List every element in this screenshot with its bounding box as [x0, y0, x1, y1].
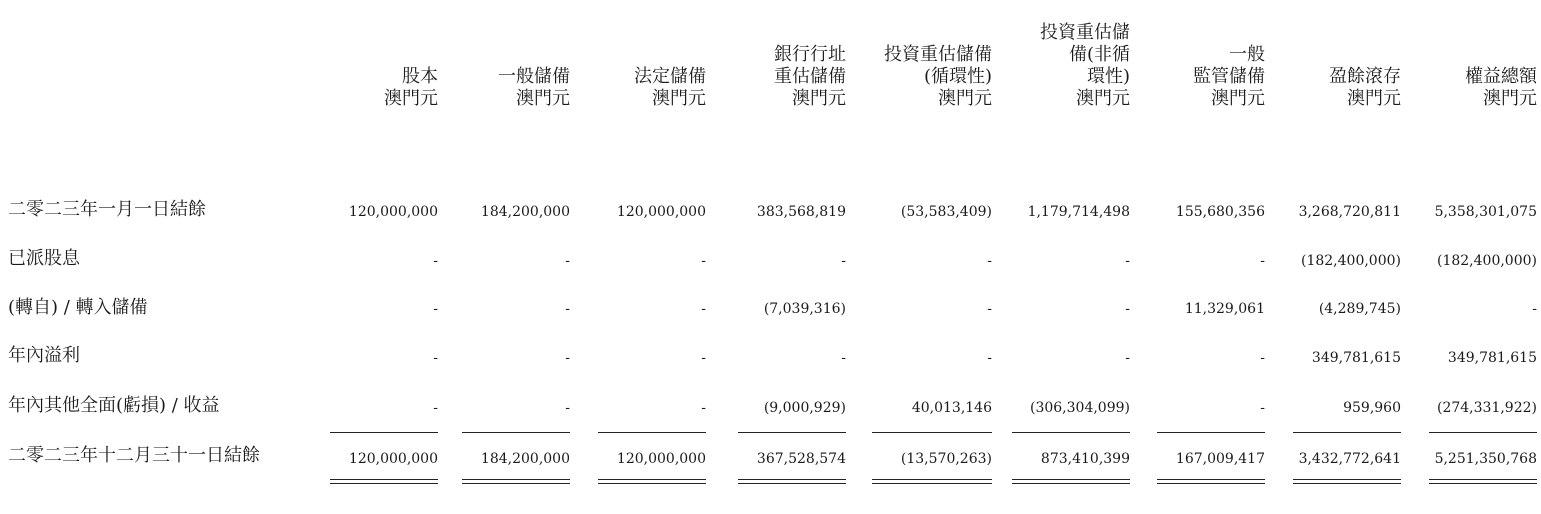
double-total-rule	[738, 479, 846, 484]
table-cell: -	[1532, 301, 1537, 317]
double-total-rule	[598, 479, 706, 484]
column-header: 法定儲備 澳門元	[634, 66, 706, 109]
column-header: 股本 澳門元	[384, 66, 438, 109]
table-cell: (182,400,000)	[1437, 253, 1537, 269]
double-total-rule	[1012, 479, 1130, 484]
table-cell: 120,000,000	[616, 451, 706, 467]
table-cell: 155,680,356	[1175, 204, 1265, 220]
total-rule	[872, 432, 992, 433]
row-label: (轉自) / 轉入儲備	[8, 297, 148, 318]
table-cell: 1,179,714,498	[1027, 204, 1130, 220]
table-cell: (7,039,316)	[763, 301, 846, 317]
table-cell: 120,000,000	[348, 451, 438, 467]
table-cell: -	[565, 400, 570, 416]
row-label: 年內溢利	[8, 345, 80, 366]
table-cell: -	[987, 253, 992, 269]
row-label: 二零二三年十二月三十一日結餘	[8, 445, 260, 466]
table-cell: (13,570,263)	[900, 451, 992, 467]
table-cell: (53,583,409)	[900, 204, 992, 220]
table-cell: 167,009,417	[1175, 451, 1265, 467]
total-rule	[1293, 432, 1401, 433]
table-cell: 383,568,819	[756, 204, 846, 220]
row-label: 已派股息	[8, 248, 80, 269]
column-header: 一般儲備 澳門元	[498, 66, 570, 109]
table-cell: (306,304,099)	[1030, 400, 1130, 416]
double-total-rule	[872, 479, 992, 484]
table-cell: -	[1260, 400, 1265, 416]
row-label: 年內其他全面(虧損) / 收益	[8, 395, 220, 416]
table-cell: -	[987, 350, 992, 366]
column-header: 權益總額 澳門元	[1465, 66, 1537, 109]
column-header: 投資重估儲 備(非循 環性) 澳門元	[1040, 22, 1130, 109]
table-cell: 11,329,061	[1184, 301, 1265, 317]
table-cell: 120,000,000	[348, 204, 438, 220]
table-cell: -	[565, 301, 570, 317]
table-cell: 349,781,615	[1311, 350, 1401, 366]
table-cell: -	[1260, 253, 1265, 269]
total-rule	[1429, 432, 1537, 433]
table-cell: 3,268,720,811	[1298, 204, 1401, 220]
table-cell: -	[1125, 301, 1130, 317]
total-rule	[330, 432, 438, 433]
table-cell: 184,200,000	[480, 204, 570, 220]
table-cell: -	[1260, 350, 1265, 366]
table-cell: -	[701, 301, 706, 317]
total-rule	[1012, 432, 1130, 433]
table-cell: -	[433, 350, 438, 366]
table-cell: 5,358,301,075	[1434, 204, 1537, 220]
column-header: 投資重估儲備 (循環性) 澳門元	[884, 44, 992, 109]
table-cell: -	[433, 301, 438, 317]
table-cell: (4,289,745)	[1318, 301, 1401, 317]
table-cell: 3,432,772,641	[1298, 451, 1401, 467]
double-total-rule	[1293, 479, 1401, 484]
total-rule	[738, 432, 846, 433]
total-rule	[598, 432, 706, 433]
total-rule	[462, 432, 570, 433]
double-total-rule	[330, 479, 438, 484]
table-cell: -	[565, 350, 570, 366]
column-header: 一般 監管儲備 澳門元	[1193, 44, 1265, 109]
table-cell: 349,781,615	[1447, 350, 1537, 366]
table-cell: -	[433, 400, 438, 416]
table-cell: (9,000,929)	[763, 400, 846, 416]
double-total-rule	[462, 479, 570, 484]
table-cell: 120,000,000	[616, 204, 706, 220]
double-total-rule	[1157, 479, 1265, 484]
table-cell: -	[841, 253, 846, 269]
table-cell: -	[987, 301, 992, 317]
table-cell: -	[841, 350, 846, 366]
table-cell: 184,200,000	[480, 451, 570, 467]
table-cell: -	[701, 253, 706, 269]
total-rule	[1157, 432, 1265, 433]
table-cell: -	[433, 253, 438, 269]
double-total-rule	[1429, 479, 1537, 484]
table-cell: -	[701, 350, 706, 366]
table-cell: -	[701, 400, 706, 416]
table-cell: (274,331,922)	[1437, 400, 1537, 416]
table-cell: -	[565, 253, 570, 269]
table-cell: 873,410,399	[1040, 451, 1130, 467]
column-header: 盈餘滾存 澳門元	[1329, 66, 1401, 109]
row-label: 二零二三年一月一日結餘	[8, 199, 206, 220]
table-cell: -	[1125, 350, 1130, 366]
table-cell: 5,251,350,768	[1434, 451, 1537, 467]
table-cell: 367,528,574	[756, 451, 846, 467]
table-cell: 40,013,146	[911, 400, 992, 416]
column-header: 銀行行址 重估儲備 澳門元	[774, 44, 846, 109]
table-cell: (182,400,000)	[1301, 253, 1401, 269]
table-cell: -	[1125, 253, 1130, 269]
table-cell: 959,960	[1343, 400, 1401, 416]
